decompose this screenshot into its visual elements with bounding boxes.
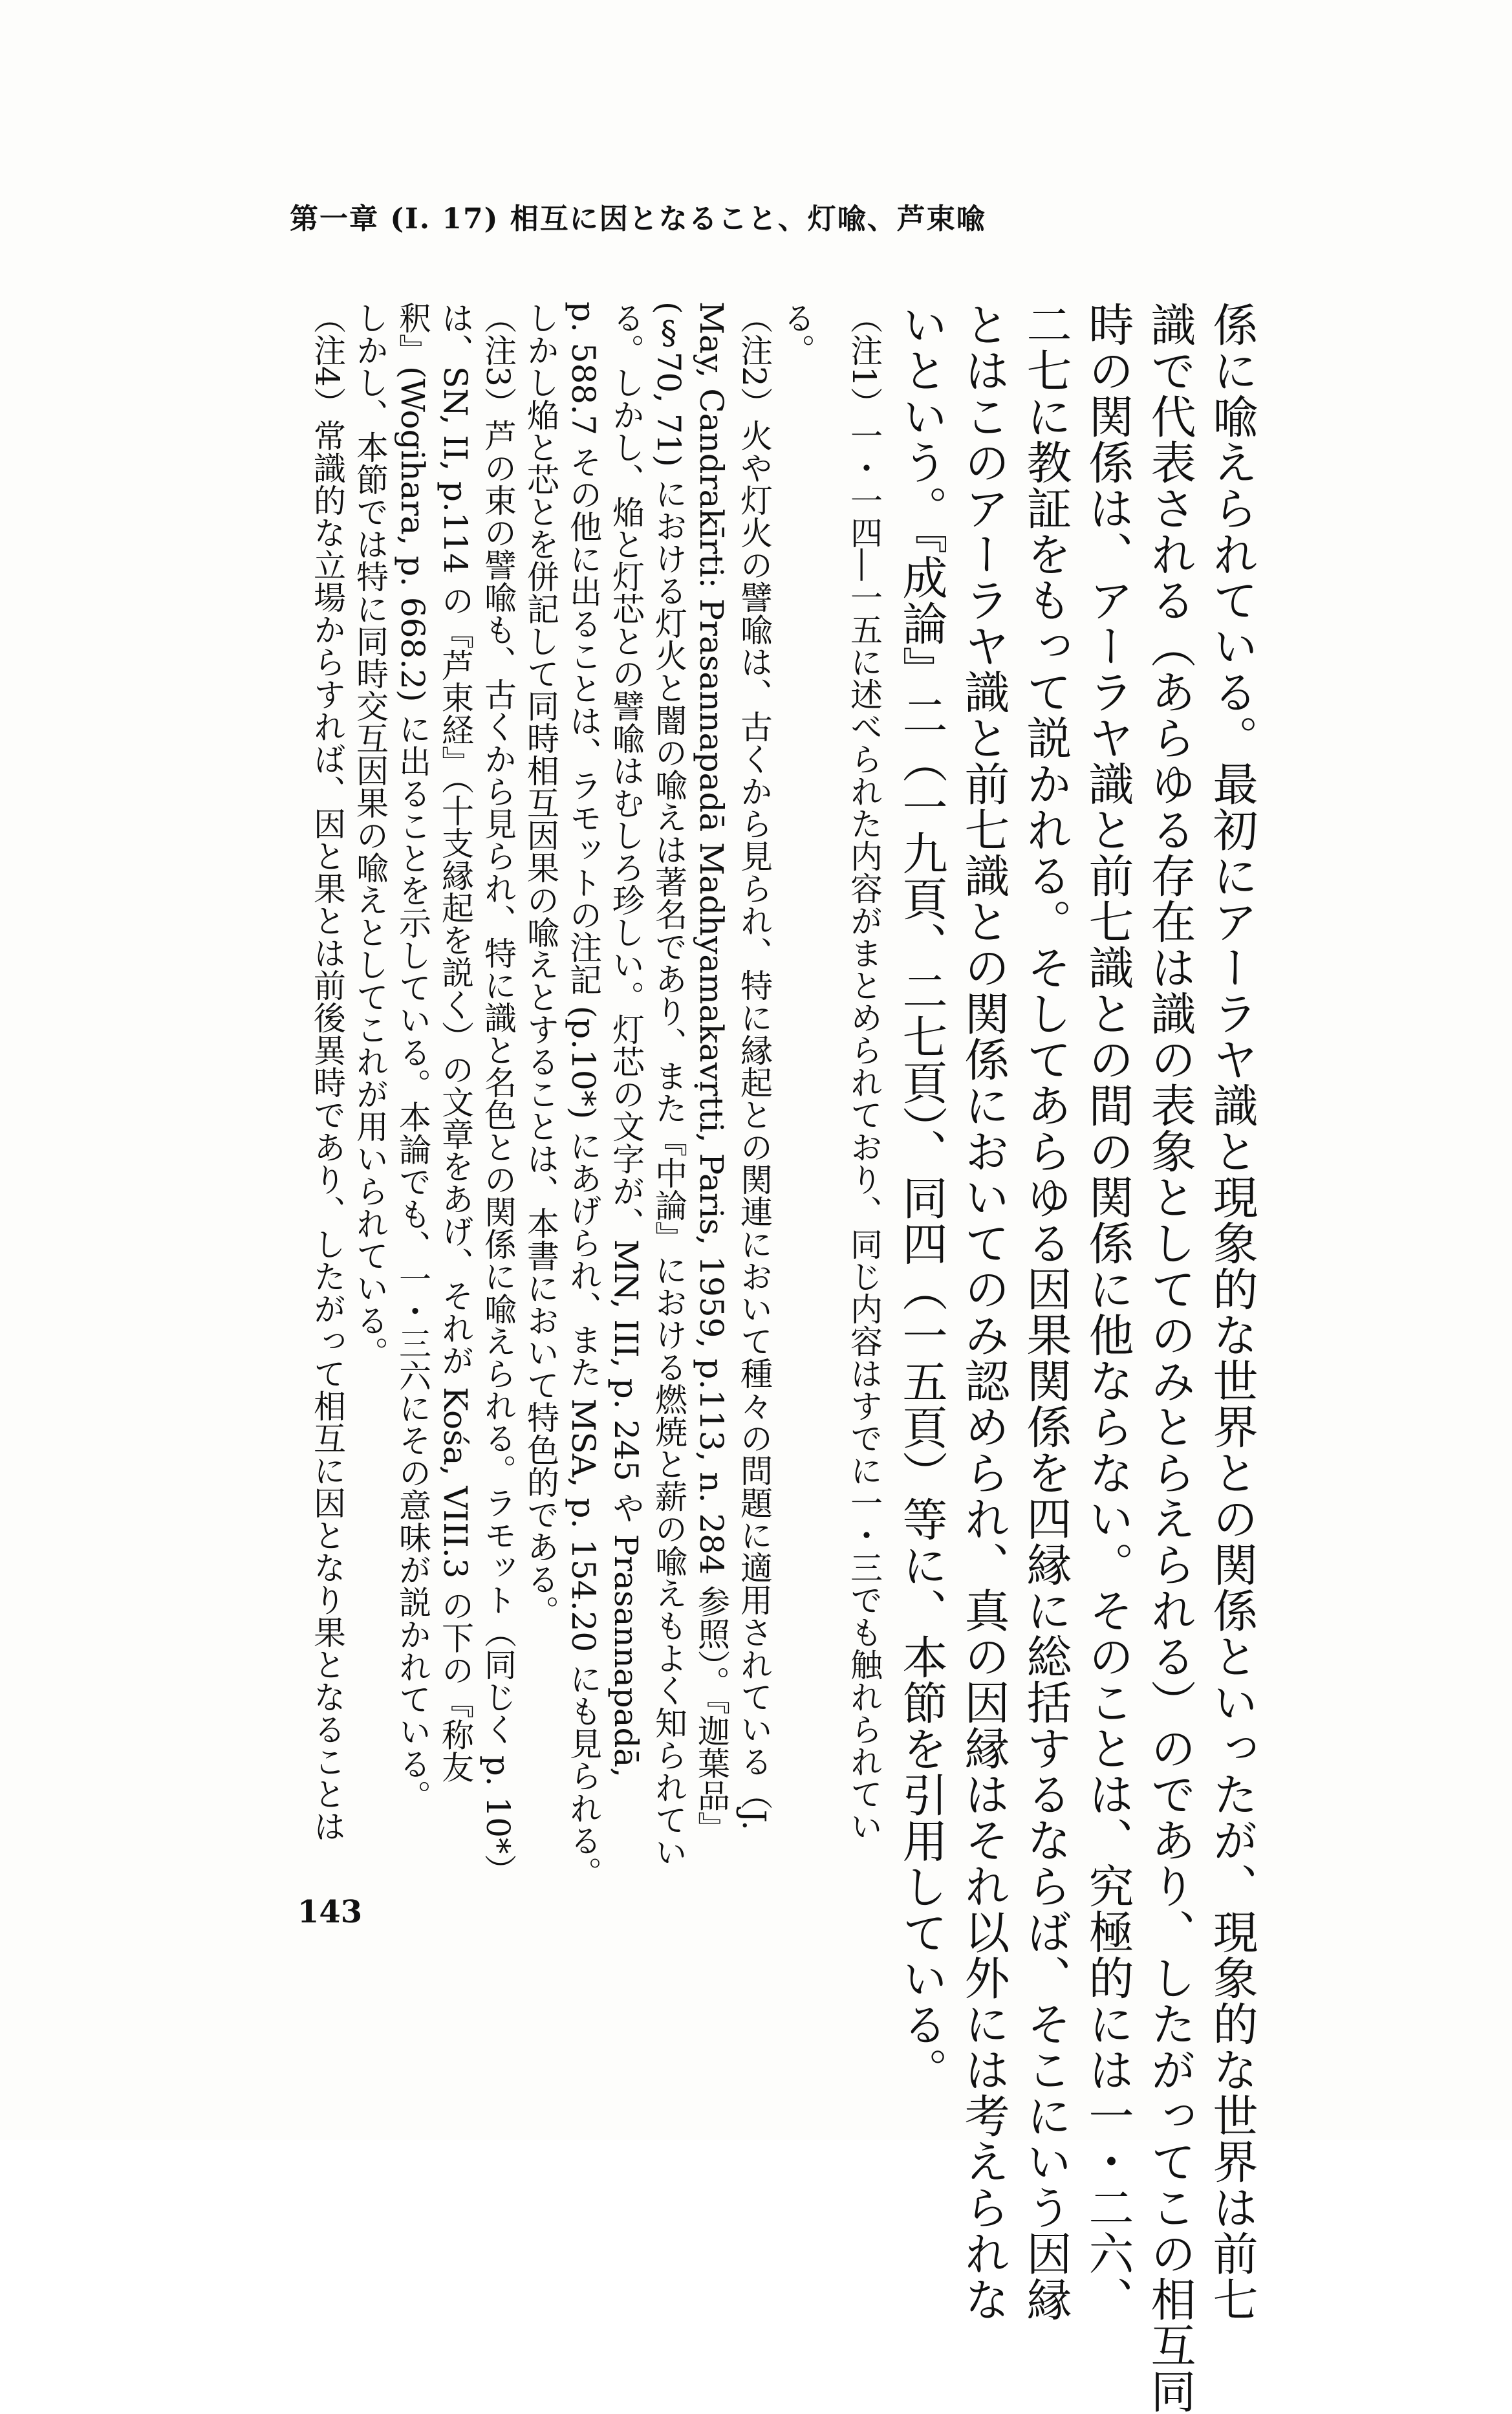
body-text-column: 時の関係は、アーラヤ識と前七識との間の関係に他ならない。そのことは、究極的には一・二六、 [1081,301,1134,2322]
note-column: （注3）芦の束の譬喩も、古くから見られ、特に識と名色との関係に喩えられる。ラモット（同じく p. 10*） [479,301,517,1887]
page-number: 143 [297,1894,363,1930]
note-column: しかし、本節では特に同時交互因果の喩えとしてこれが用いられている。 [351,301,389,1369]
body-text-column: とはこのアーラヤ識と前七識との関係においてのみ認められ、真の因縁はそれ以外には考えられな [957,301,1010,2322]
note-column: p. 588.7 その他に出ることは、ラモットの注記 (p.10*) にあげられ、また MSA, p. 154.20 にも見られる。 [565,301,602,1889]
note-column: る。しかし、焔と灯芯との譬喩はむしろ珍しい。灯芯の文字が、MN, III, p. 245 や Prasannapadā, [607,301,645,1778]
note-column: は、SN, II, p.114 の『芦束経』（十支縁起を説く）の文章をあげ、それが Kośa, VIII.3 の下の『称友 [437,301,474,1783]
note-column: （注4）常識的な立場からすれば、因と果とは前後異時であり、したがって相互に因となり果となることは [308,301,346,1842]
body-text-column: 二七に教証をもって説かれる。そしてあらゆる因果関係を四縁に総括するならば、そこにいう因縁 [1019,301,1072,2322]
note-column: (§70, 71) における灯火と闇の喩えは著名であり、また『中論』における燃焼と薪の喩えもよく知られてい [650,301,687,1868]
note-column: る。 [778,301,815,366]
note-column: （注2）火や灯火の譬喩は、古くから見られ、特に縁起との関連において種々の問題に適用されている（J. [735,301,773,1831]
body-text-column: いという。『成論』二（一九頁、二七頁）、同四（一五頁）等に、本節を引用している。 [895,301,948,2093]
body-text-column: 係に喩えられている。最初にアーラヤ識と現象的な世界との関係といったが、現象的な世界は前七 [1205,301,1258,2322]
body-text-column: 識で代表される（あらゆる存在は識の表象としてのみとらえられる）のであり、したがってこの相互同 [1143,301,1196,2414]
note-column: しかし焔と芯とを併記して同時相互因果の喩えとすることは、本書において特色的である。 [522,301,559,1627]
running-head: 第一章 (I. 17) 相互に因となること、灯喩、芦束喩 [290,202,986,235]
note-column: 釈』(Wogihara, p. 668.2) に出ることを示している。本論でも、一・三六にその意味が説かれている。 [394,301,431,1812]
note-column: May, Candrakīrti: Prasannapadā Madhyamakavṛtti, Paris, 1959, p.113, n. 284 参照）。『迦葉品』 [693,301,730,1844]
note-column: （注1）一・一四―一五に述べられた内容がまとめられており、同じ内容はすでに一・三でも触れられてい [845,301,883,1842]
